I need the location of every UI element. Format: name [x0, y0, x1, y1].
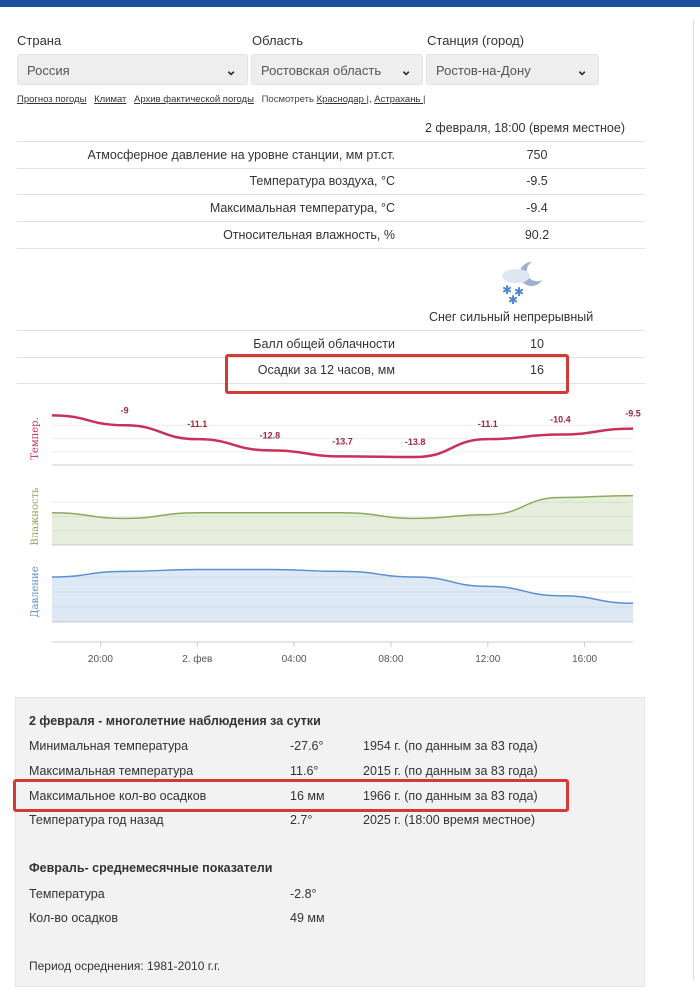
table-row [17, 222, 645, 249]
chevron-down-icon: ⌄ [576, 62, 588, 78]
country-label: Страна [17, 33, 62, 48]
country-value: Россия [27, 63, 70, 78]
data-label: -9.5 [625, 408, 641, 419]
panel-label: Влажность [30, 487, 41, 546]
forecast-link[interactable]: Прогноз погоды [17, 94, 87, 105]
stat-value: 11.6° [290, 764, 319, 778]
data-label: -11.1 [477, 419, 498, 430]
nav-links [17, 94, 431, 105]
stat-label: Температура год назад [29, 813, 164, 827]
region-label: Область [252, 33, 304, 48]
station-select[interactable] [426, 54, 599, 85]
krasnodar-link[interactable]: Краснодар | [316, 94, 369, 105]
table-row [17, 195, 645, 222]
country-select[interactable] [17, 54, 248, 85]
row-label: Балл общей облачности [253, 337, 395, 351]
row-value: -9.5 [526, 174, 548, 188]
row-label: Осадки за 12 часов, мм [257, 363, 395, 377]
month-title: Февраль- среднемесячные показатели [29, 861, 273, 875]
stat-note: 1954 г. (по данным за 83 года) [363, 739, 538, 753]
row-value: 10 [530, 337, 544, 351]
row-value: 16 [530, 363, 544, 377]
highlight-box [225, 354, 569, 394]
climate-link[interactable]: Климат [94, 94, 127, 105]
stat-label: Кол-во осадков [29, 911, 118, 925]
stat-value: -27.6° [290, 739, 324, 753]
stat-value: 2.7° [290, 813, 313, 827]
snow-night-icon [492, 256, 552, 306]
weather-chart [0, 400, 700, 680]
data-label: -11.1 [187, 419, 208, 430]
weather-description: Снег сильный непрерывный [429, 310, 594, 324]
region-value: Ростовская область [261, 63, 382, 78]
stat-note: 2015 г. (по данным за 83 года) [363, 764, 538, 778]
x-tick-label: 16:00 [572, 654, 598, 665]
data-label: -13.8 [404, 437, 426, 448]
stat-value: 16 мм [290, 789, 325, 803]
row-value: 750 [526, 148, 548, 162]
observation-datetime: 2 февраля, 18:00 (время местное) [425, 121, 625, 135]
region-select[interactable] [251, 54, 423, 85]
row-value: -9.4 [526, 201, 548, 215]
climate-stats-panel [15, 697, 645, 987]
x-tick-label: 20:00 [87, 654, 113, 665]
see-label: Посмотреть [261, 94, 314, 105]
data-label: -13.7 [332, 436, 353, 447]
svg-text:✱: ✱ [508, 293, 519, 306]
stat-label: Температура [29, 887, 105, 901]
stat-label: Максимальная температура [29, 764, 194, 778]
x-tick-label: 04:00 [281, 654, 307, 665]
humidity-area [52, 496, 633, 545]
row-label: Атмосферное давление на уровне станции, мм рт.ст. [87, 148, 395, 162]
chevron-down-icon: ⌄ [400, 62, 412, 78]
x-tick-label: 08:00 [378, 654, 404, 665]
stats-title: 2 февраля - многолетние наблюдения за сутки [29, 714, 321, 728]
data-label: -10.4 [550, 414, 571, 425]
stat-value: -2.8° [290, 887, 317, 901]
separator: , [368, 94, 372, 105]
station-value: Ростов-на-Дону [436, 63, 531, 78]
row-label: Относительная влажность, % [223, 228, 395, 242]
panel-label: Давление [30, 566, 41, 618]
top-bar [0, 0, 700, 7]
station-label: Станция (город) [427, 33, 525, 48]
x-tick-label: 2. фев [182, 654, 213, 665]
stat-value: 49 мм [290, 911, 325, 925]
svg-text:✱: ✱ [502, 283, 513, 297]
row-value: 90.2 [524, 228, 550, 242]
stat-label: Максимальное кол-во осадков [29, 789, 207, 803]
row-label: Температура воздуха, °C [249, 174, 395, 188]
table-row [17, 168, 645, 195]
table-row [17, 141, 645, 169]
panel-label: Темпер. [30, 417, 41, 460]
archive-link[interactable]: Архив фактической погоды [134, 94, 254, 105]
stat-note: 1966 г. (по данным за 83 года) [363, 789, 538, 803]
svg-text:✱: ✱ [514, 285, 525, 299]
data-label: -12.8 [259, 430, 281, 441]
highlight-box [13, 779, 569, 812]
stat-label: Минимальная температура [29, 739, 189, 753]
chevron-down-icon: ⌄ [225, 62, 237, 78]
row-label: Максимальная температура, °C [209, 201, 395, 215]
x-tick-label: 12:00 [475, 654, 501, 665]
data-label: -9 [120, 405, 129, 416]
period-note: Период осреднения: 1981-2010 г.г. [29, 959, 221, 973]
astrakhan-link[interactable]: Астрахань | [374, 94, 426, 105]
stat-note: 2025 г. (18:00 время местное) [363, 813, 536, 827]
